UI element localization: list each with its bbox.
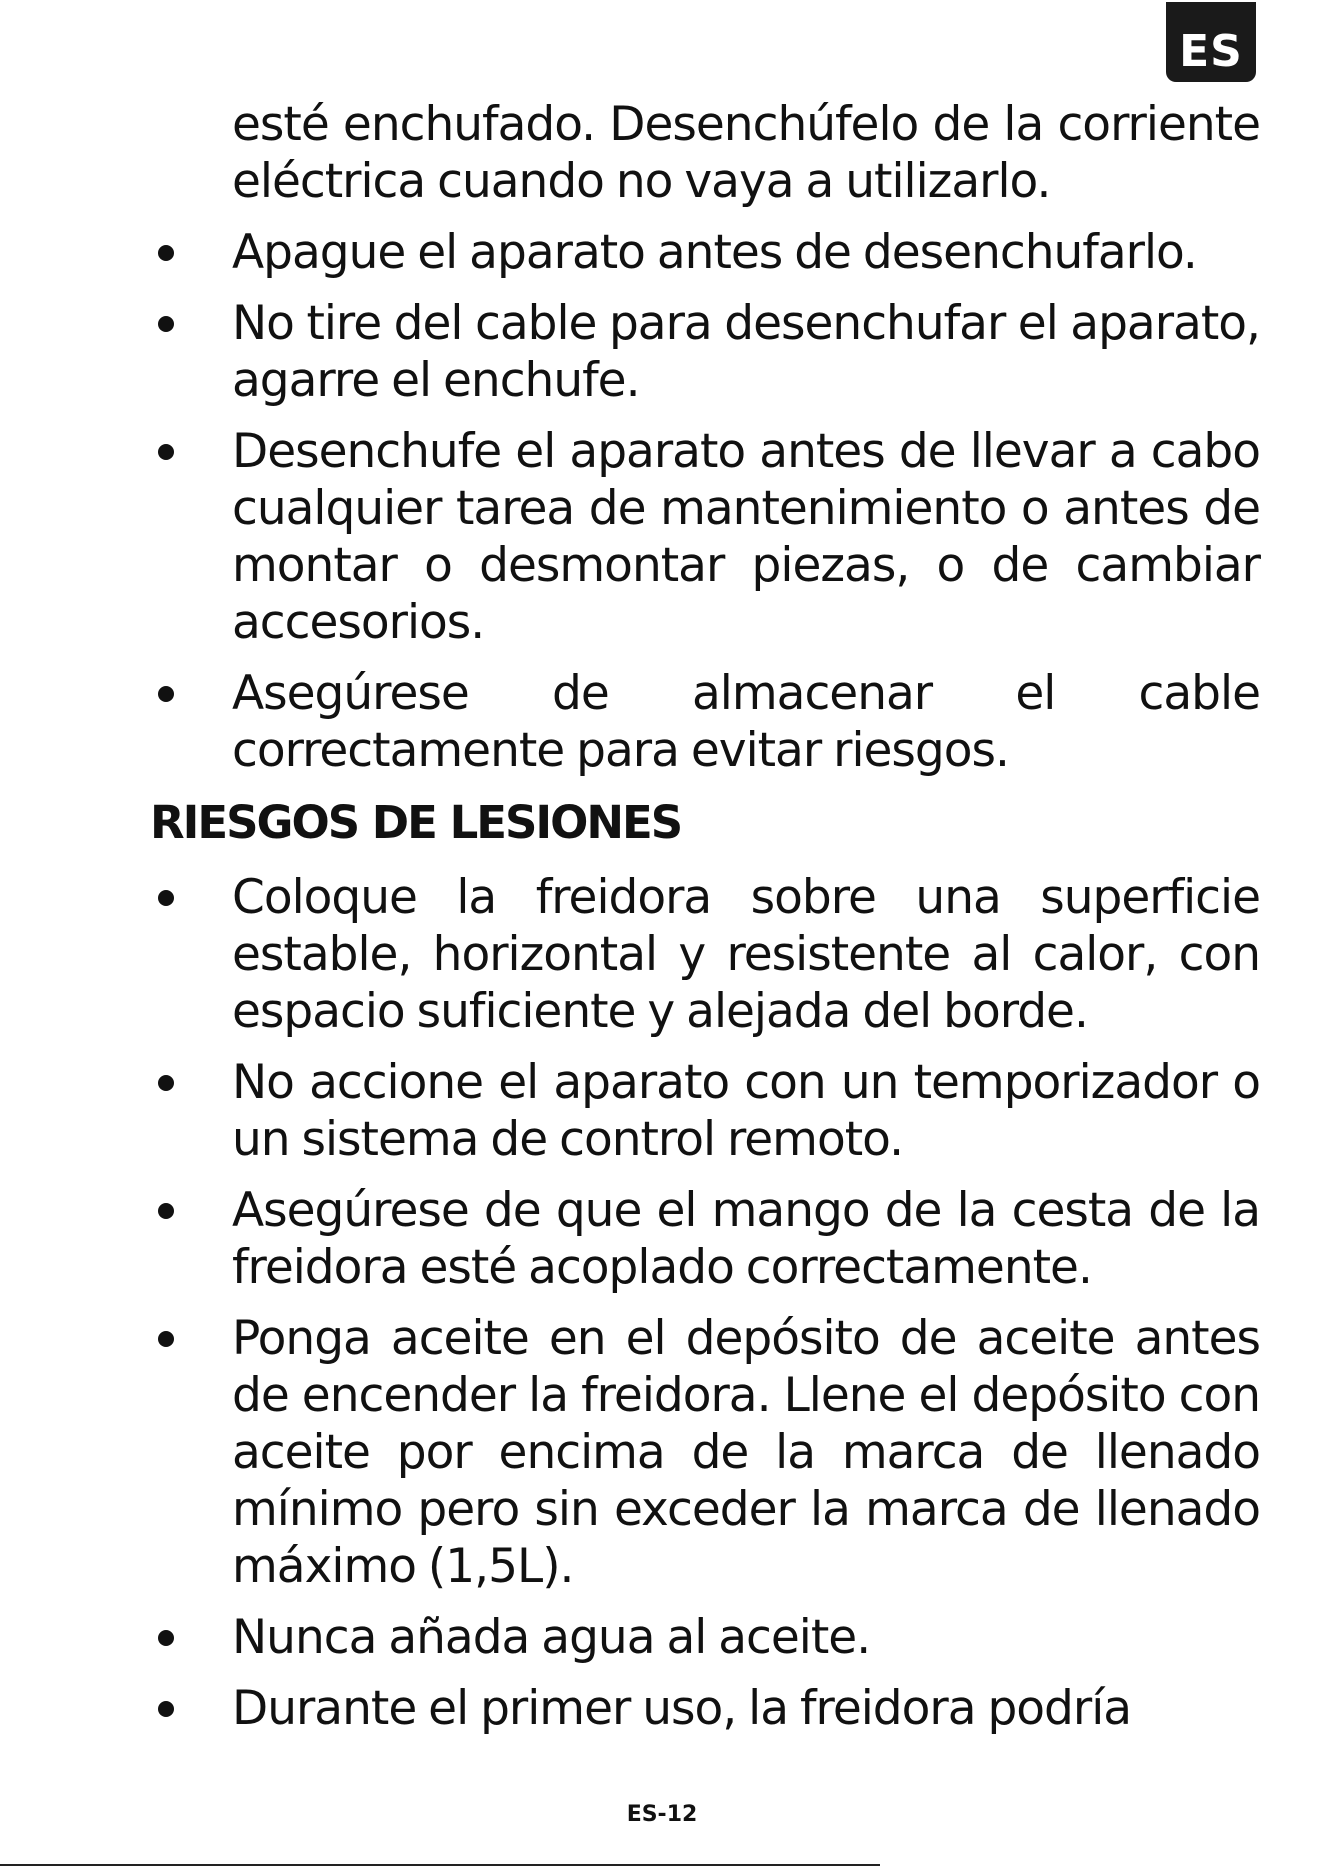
bullet-text: Asegúrese de que el mango de la cesta de la freidora esté acoplado correctamente. bbox=[232, 1183, 1260, 1295]
bullet-text: Nunca añada agua al aceite. bbox=[232, 1610, 871, 1665]
bullet-item bbox=[150, 1182, 1260, 1296]
bullet-text: Asegúrese de almacenar el cable correctamente para evitar riesgos. bbox=[232, 666, 1260, 778]
bullet-text: Apague el aparato antes de desenchufarlo. bbox=[232, 225, 1197, 280]
bullet-dot-icon bbox=[158, 245, 174, 261]
footer-divider bbox=[0, 1864, 880, 1866]
bullet-item bbox=[150, 665, 1260, 779]
document-body bbox=[150, 96, 1260, 1751]
language-badge: ES bbox=[1166, 2, 1256, 82]
bullet-item bbox=[150, 295, 1260, 409]
bullet-item bbox=[150, 1680, 1260, 1737]
page-number: ES-12 bbox=[626, 1802, 698, 1827]
bullet-text: Ponga aceite en el depósito de aceite antes de encender la freidora. Llene el depósito con aceite por encima de la marca de llenado mínimo pero sin exceder la marca de llenado máximo (1,5L). bbox=[232, 1311, 1260, 1594]
bullet-dot-icon bbox=[158, 890, 174, 906]
bullet-dot-icon bbox=[158, 316, 174, 332]
bullet-text: Coloque la freidora sobre una superficie estable, horizontal y resistente al calor, con espacio suficiente y alejada del borde. bbox=[232, 870, 1260, 1039]
bullet-dot-icon bbox=[158, 686, 174, 702]
bullet-dot-icon bbox=[158, 444, 174, 460]
bullet-item bbox=[150, 1054, 1260, 1168]
bullet-dot-icon bbox=[158, 1630, 174, 1646]
bullet-text: Durante el primer uso, la freidora podría bbox=[232, 1681, 1132, 1736]
bullet-item bbox=[150, 1310, 1260, 1595]
bullet-dot-icon bbox=[158, 1075, 174, 1091]
section-heading: RIESGOS DE LESIONES bbox=[150, 796, 682, 849]
bullet-dot-icon bbox=[158, 1331, 174, 1347]
bullet-dot-icon bbox=[158, 1203, 174, 1219]
bullet-text: Desenchufe el aparato antes de llevar a cabo cualquier tarea de mantenimiento o antes de montar o desmontar piezas, o de cambiar accesorios. bbox=[232, 424, 1260, 650]
bullet-item bbox=[150, 224, 1260, 281]
bullet-text: No tire del cable para desenchufar el aparato, agarre el enchufe. bbox=[232, 296, 1260, 408]
bullet-item bbox=[150, 1609, 1260, 1666]
bullet-item bbox=[150, 423, 1260, 651]
continuation-paragraph: esté enchufado. Desenchúfelo de la corriente eléctrica cuando no vaya a utilizarlo. bbox=[232, 97, 1260, 209]
bullet-dot-icon bbox=[158, 1701, 174, 1717]
bullet-item bbox=[150, 869, 1260, 1040]
bullet-text: No accione el aparato con un temporizador o un sistema de control remoto. bbox=[232, 1055, 1260, 1167]
